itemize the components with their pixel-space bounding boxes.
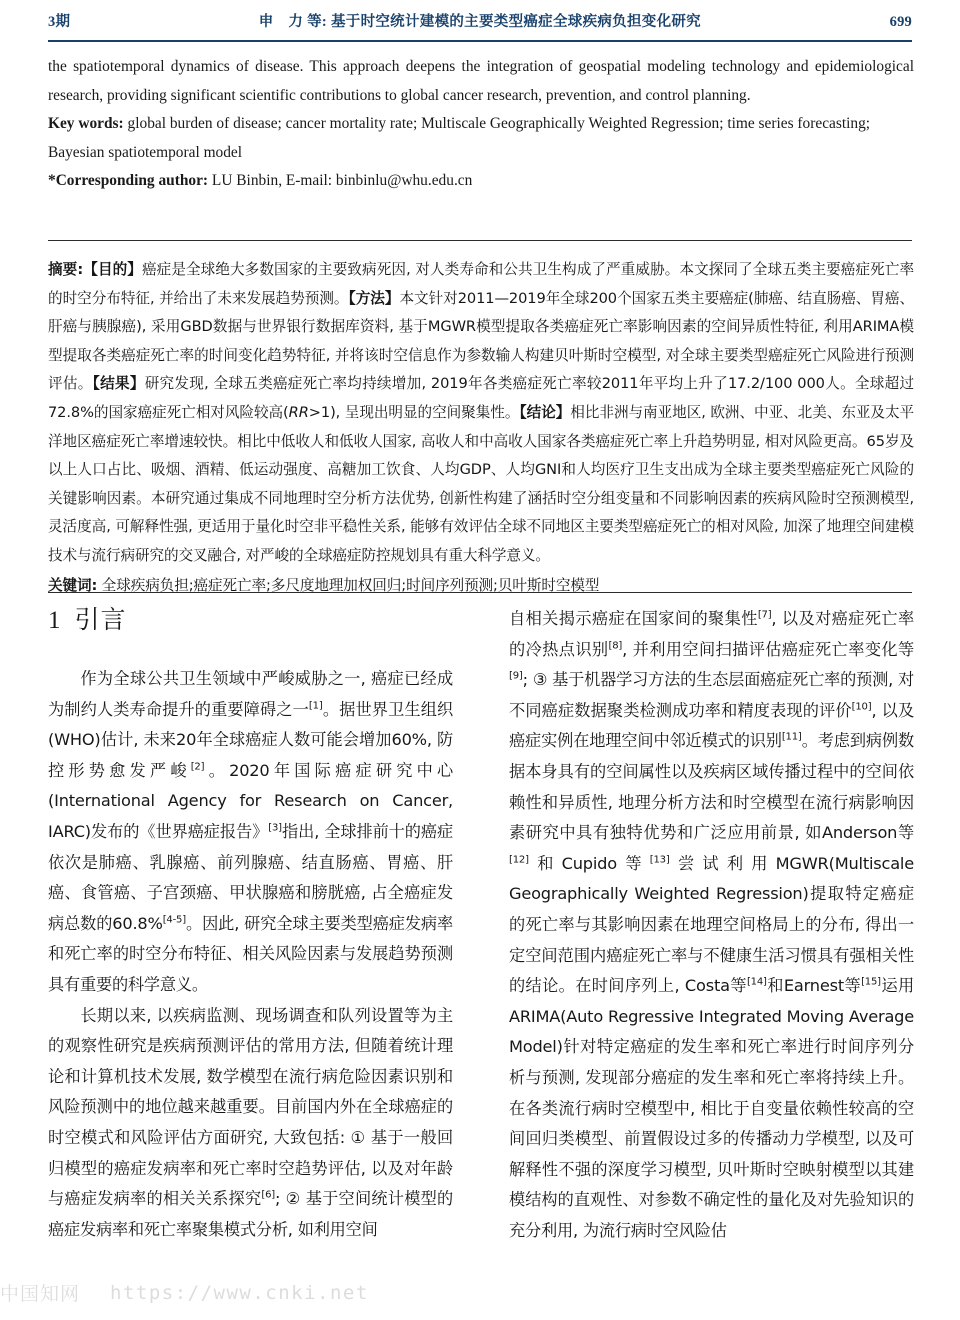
reference-marker: [9] bbox=[509, 670, 523, 682]
text-objective: 癌症是全球绝大多数国家的主要致病死因, 对人类寿命和公共卫生构成了严重威胁。本文探同了全球五类主要癌症死亡率的时空分布特征, 并给出了未来发展趋势预测。 bbox=[48, 261, 914, 307]
english-abstract-body: the spatiotemporal dynamics of disease. This approach deepens the integration of geospatial modeling technology and epidemiological research, providing significant scientific contributions to global cancer research, prevention, and control planning. bbox=[48, 58, 914, 104]
reference-marker: [10] bbox=[851, 701, 872, 713]
reference-marker: [12] bbox=[509, 854, 529, 866]
reference-marker: [11] bbox=[781, 731, 802, 743]
reference-marker: [3] bbox=[268, 822, 282, 834]
tag-objective: 【目的】 bbox=[83, 261, 142, 278]
reference-marker: [14] bbox=[746, 976, 767, 988]
running-head-issue: 3期 bbox=[48, 14, 71, 30]
corresponding-author bbox=[48, 167, 914, 196]
english-keywords bbox=[48, 110, 914, 167]
reference-marker: [13] bbox=[649, 854, 670, 866]
text-result-a: 研究发现, 全球五类癌症死亡率均持续增加, 2019年各类癌症死亡率较2011年平均上升了17.2/100 000人。全球超过72.8%的国家癌症死亡相对风险较高( bbox=[48, 375, 914, 421]
reference-marker: [8] bbox=[608, 640, 623, 652]
left-paragraph-1: 作为全球公共卫生领域中严峻威胁之一, 癌症已经成为制约人类寿命提升的重要障碍之一[1]。据世界卫生组织(WHO)估计, 未来20年全球癌症人数可能会增加60%, 防控形势愈发严峻[2]。2020年国际癌症研究中心(International Agency for Research on Cancer, IARC)发布的《世界癌症报告》[3]指出, 全球排前十的癌症依次是肺癌、乳腺癌、前列腺癌、结直肠癌、胃癌、肝癌、食管癌、子宫颈癌、甲状腺癌和膀胱癌, 占全癌症发病总数的60.8%[4-5]。因此, 研究全球主要类型癌症发病率和死亡率的时空分布特征、相关风险因素与发展趋势预测具有重要的科学意义。 bbox=[48, 669, 454, 994]
chinese-abstract-body bbox=[48, 256, 914, 571]
reference-marker: [6] bbox=[261, 1189, 275, 1201]
abstract-rule-top bbox=[48, 240, 912, 241]
english-keywords-text: global burden of disease; cancer mortality rate; Multiscale Geographically Weighted Regression; time series forecasting; Bayesian spatiotemporal model bbox=[48, 115, 871, 161]
left-paragraph-2: 长期以来, 以疾病监测、现场调查和队列设置等为主的观察性研究是疾病预测评估的常用方法, 但随着统计理论和计算机技术发展, 数学模型在流行病危险因素识别和风险预测中的地位越来越重要。目前国内外在全球癌症的时空模式和风险评估方面研究, 大致包括: ① 基于一般回归模型的癌症发病率和死亡率时空趋势评估, 以及对年龄与癌症发病率的相关关系探究[6]; ② 基于空间统计模型的癌症发病率和死亡率聚集模式分析, 如利用空间 bbox=[48, 1005, 454, 1239]
body-columns bbox=[48, 604, 914, 1264]
corresponding-author-text: LU Binbin, E-mail: binbinlu@whu.edu.cn bbox=[211, 172, 473, 189]
tag-conclusion: 【结论】 bbox=[519, 403, 571, 421]
chinese-abstract-label: 摘要: bbox=[48, 261, 84, 278]
reference-marker: [7] bbox=[757, 609, 772, 621]
section-title: 引言 bbox=[74, 607, 127, 634]
reference-marker: [1] bbox=[308, 700, 323, 712]
english-keywords-label: Key words: bbox=[48, 115, 124, 132]
text-method: 本文针对2011—2019年全球200个国家五类主要癌症(肺癌、结直肠癌、胃癌、肝癌与胰腺癌), 采用GBD数据与世界银行数据库资料, 基于MGWR模型提取各类癌症死亡率影响因素的空间异质性特征, 利用ARIMA模型提取各类癌症死亡率的时间变化趋势特征, 并将该时空信息作为参数输人构建贝叶斯时空模型, 对全球主要类型癌症死亡风险进行预测评估。 bbox=[48, 289, 914, 393]
cnki-watermark bbox=[0, 1279, 369, 1306]
chinese-keywords bbox=[48, 572, 914, 601]
text-result-rr: RR bbox=[288, 403, 309, 421]
right-paragraph-1: 自相关揭示癌症在国家间的聚集性[7], 以及对癌症死亡率的冷热点识别[8], 并利用空间扫描评估癌症死亡率变化等[9]; ③ 基于机器学习方法的生态层面癌症死亡率的预测, 对不同癌症数据聚类检测成功率和精度表现的评价[10], 以及癌症实例在地理空间中邻近模式的识别[11]。考虑到病例数据本身具有的空间属性以及疾病区域传播过程中的空间依赖性和异质性, 地理分析方法和时空模型在流行病影响因素研究中具有独特优势和广泛应用前景, 如Anderson等[12]和Cupido等[13]尝试利用MGWR(Multiscale Geographically Weighted Regression)提取特定癌症的死亡率与其影响因素在地理空间格局上的分布, 得出一定空间范围内癌症死亡率与不健康生活习惯具有强相关性的结论。在时间序列上, Costa等[14]和Earnest等[15]运用ARIMA(Auto Regressive Integrated Moving Average Model)针对特定癌症的发生率和死亡率进行时间序列分析与预测, 发现部分癌症的发生率和死亡率将持续上升。在各类流行病时空模型中, 相比于自变量依赖性较高的空间回归类模型、前置假设过多的传播动力学模型, 以及可解释性不强的深度学习模型, 贝叶斯时空映射模型以其建模结构的直观性、对参数不确定性的量化及对先验知识的充分利用, 为流行病时空风险估 bbox=[509, 609, 915, 1240]
tag-method: 【方法】 bbox=[348, 289, 400, 307]
header-rule bbox=[48, 40, 912, 42]
section-number: 1 bbox=[48, 607, 62, 634]
text-result-b: >1), 呈现出明显的空间聚集性。 bbox=[308, 403, 520, 421]
reference-marker: [4-5] bbox=[162, 914, 186, 926]
reference-marker: [2] bbox=[190, 761, 205, 773]
tag-result: 【结果】 bbox=[92, 375, 145, 393]
corresponding-author-label: *Corresponding author: bbox=[48, 172, 209, 189]
watermark-cn-label: 中国知网 bbox=[0, 1283, 81, 1305]
right-column bbox=[509, 604, 914, 1264]
section-heading bbox=[48, 604, 453, 638]
left-column bbox=[48, 604, 453, 1264]
reference-marker: [15] bbox=[861, 976, 881, 988]
chinese-abstract-block bbox=[48, 256, 914, 600]
watermark-url: https://www.cnki.net bbox=[110, 1281, 369, 1304]
chinese-keywords-label: 关键词: bbox=[48, 576, 98, 594]
english-abstract-block bbox=[48, 53, 914, 196]
chinese-keywords-text: 全球疾病负担;癌症死亡率;多尺度地理加权回归;时间序列预测;贝叶斯时空模型 bbox=[101, 576, 600, 594]
text-conclusion: 相比非洲与南亚地区, 欧洲、中亚、北美、东亚及太平洋地区癌症死亡率增速较快。相比中低收人和低收人国家, 高收人和中高收人国家各类癌症死亡率上升趋势明显, 相对风险更高。65岁及以上人口占比、吸烟、酒精、低运动强度、高糖加工饮食、人均GDP、人均GNI和人均医疗卫生支出成为全球主要类型癌症死亡风险的关键影响因素。本研究通过集成不同地理时空分析方法优势, 创新性构建了涵括时空分组变量和不同影响因素的疾病风险时空预测模型, 灵活度高, 可解释性强, 更适用于量化时空非平稳性关系, 能够有效评估全球不同地区主要类型癌症死亡的相对风险, 加深了地理空间建模技术与流行病研究的交叉融合, 对严峻的全球癌症防控规划具有重大科学意义。 bbox=[48, 403, 915, 564]
page-number: 699 bbox=[889, 14, 912, 30]
running-head-title: 申 力 等: 基于时空统计建模的主要类型癌症全球疾病负担变化研究 bbox=[258, 14, 701, 30]
running-head bbox=[48, 10, 912, 40]
